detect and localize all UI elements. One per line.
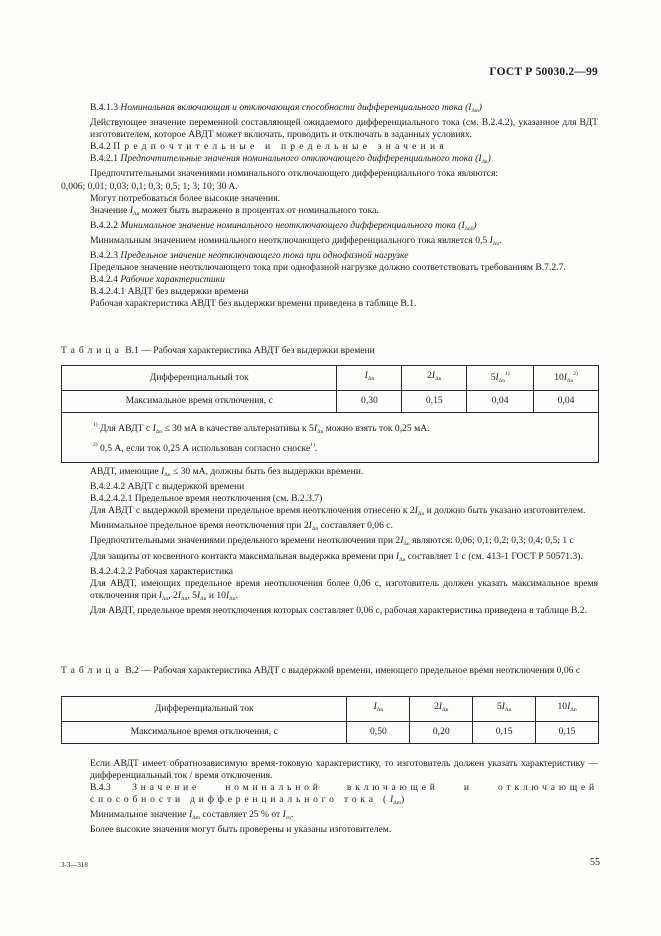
print-code: 3-3—318 <box>61 861 88 869</box>
table-header-cell: $5I_{\Delta n}^{1)}$ <box>467 366 534 391</box>
heading-b4241: B.4.2.4.1 АВДТ без выдержки времени <box>90 286 249 298</box>
table-cell: 0,20 <box>410 722 473 744</box>
table-header-row <box>62 697 599 722</box>
paragraph: Предпочтительными значениями номинального отключающего дифференциального тока являются: <box>90 168 499 180</box>
paragraph: Предельное значение неотключающего тока при однофазной нагрузке должно соответствовать требованиям B.7.2.7. <box>90 262 566 274</box>
heading-b413-title: Номинальная включающая и отключающая способности дифференциального тока $(I_{\Delta m})$ <box>120 102 482 114</box>
paragraph: Для АВДТ, имеющих предельное время неотключения более 0,06 с, изготовитель должен указать максимальное время отключения при $I_{\Delta n}$, $2I_{\Delta n}$, $5I_{\Delta n}$ и $10I_{\Delta n}$. <box>90 577 598 602</box>
paragraph: Значение $I_{\Delta n}$ может быть выражено в процентах от номинального тока. <box>90 204 379 217</box>
table-footnotes <box>62 413 599 463</box>
paragraph: Рабочая характеристика АВДТ без выдержки времени приведена в таблице B.1. <box>90 298 417 310</box>
paragraph: Могут потребоваться более высокие значения. <box>90 192 281 204</box>
paragraph: Для АВДТ, предельное время неотключения которых составляет 0,06 с, рабочая характеристика приведена в таблице B.2. <box>90 604 587 616</box>
document-title: ГОСТ Р 50030.2—99 <box>489 66 598 78</box>
table-header-label: Дифференциальный ток <box>62 697 347 722</box>
paragraph: Минимальное предельное время неотключения при $2I_{\Delta n}$ составляет 0,06 с. <box>90 520 393 533</box>
table-header-cell: $5I_{\Delta n}$ <box>473 697 536 722</box>
table-header-cell: $2I_{\Delta n}$ <box>410 697 473 722</box>
page-number: 55 <box>590 857 600 868</box>
table-row-label: Максимальное время отключения, с <box>62 722 347 744</box>
paragraph: Для защиты от косвенного контакта максимальная выдержка времени при $I_{\Delta n}$ составляет 1 с (см. 413-1 ГОСТ Р 50571.3). <box>90 550 583 563</box>
paragraph: Действующее значение переменной составляющей ожидаемого дифференциального тока (см. B.2.4.2), указанное для ВДТ изготовителем, которое АВДТ может включать, проводить и отключать в заданных условиях. <box>90 117 598 141</box>
heading-b413: B.4.1.3 Номинальная включающая и отключающая способности дифференциального тока $(I_{\Delta m})$ <box>90 102 482 114</box>
heading-b4242: B.4.2.4.2 АВДТ с выдержкой времени <box>90 481 245 493</box>
paragraph: Для АВДТ с выдержкой времени предельное время неотключения отнесено к $2I_{\Delta n}$ и должно быть указано изготовителем. <box>90 505 586 518</box>
heading-b423: B.4.2.3 Предельное значение неотключающего тока при однофазной нагрузке <box>90 250 409 262</box>
paragraph: АВДТ, имеющие $I_{\Delta n} \le 30$ мА, должны быть без выдержки времени. <box>90 466 364 478</box>
section-b43 <box>90 758 598 837</box>
table-cell: 0,15 <box>402 391 467 413</box>
table-cell: 0,15 <box>536 722 599 744</box>
footnote-1: $^{1)}$ Для АВДТ с $I_{\Delta n} \le 30$ мА в качестве альтернативы к $5I_{\Delta n}$ можно взять ток 0,25 мА. <box>93 422 430 435</box>
paragraph: Минимальным значением номинального неотключающего дифференциального тока является 0,5 $I_{\Delta n}$. <box>90 234 502 247</box>
paragraph: Предпочтительными значениями предельного времени неотключения при $2I_{\Delta n}$ являются: 0,06; 0,1; 0,2; 0,3; 0,4; 0,5; 1 с <box>90 535 574 548</box>
table-header-cell: $I_{\Delta n}$ <box>337 366 402 391</box>
table-header-cell: $I_{\Delta n}$ <box>347 697 410 722</box>
heading-b42422: B.4.2.4.2.2 Рабочая характеристика <box>90 565 233 577</box>
table-row <box>62 722 599 744</box>
table-row-label: Максимальное время отключения, с <box>62 391 337 413</box>
heading-b42421: B.4.2.4.2.1 Предельное время неотключения (см. B.2.3.7) <box>90 493 323 505</box>
heading-b42: B.4.2 Предпочтительные и предельные значения <box>90 141 448 153</box>
paragraph: Более высокие значения могут быть проверены и указаны изготовителем. <box>90 824 392 836</box>
section-b4242 <box>90 466 598 617</box>
heading-b422: B.4.2.2 Минимальное значение номинального неотключающего дифференциального тока $(I_{\Delta n0})$ <box>90 219 477 232</box>
table-header-cell: $2I_{\Delta n}$ <box>402 366 467 391</box>
footnote-2: $^{2)}$ 0,5 А, если ток 0,25 А использован согласно сноске$^{1)}$. <box>93 442 318 454</box>
section-b41-b42 <box>61 102 598 311</box>
table-cell: 0,30 <box>337 391 402 413</box>
table-b1 <box>61 365 599 463</box>
table-header-row <box>62 366 599 391</box>
table-header-label: Дифференциальный ток <box>62 366 337 391</box>
table-cell: 0,50 <box>347 722 410 744</box>
table-b2 <box>61 696 599 744</box>
table-header-cell: $10I_{\Delta n}^{2)}$ <box>534 366 599 391</box>
table-cell: 0,15 <box>473 722 536 744</box>
heading-b424: B.4.2.4 Рабочие характеристики <box>90 274 225 286</box>
paragraph: Минимальное значение $I_{\Delta m}$ составляет 25 % от $I_{cn}$. <box>90 809 294 822</box>
table-b1-caption: Таблица B.1 — Рабочая характеристика АВДТ без выдержки времени <box>61 345 375 356</box>
table-b2-caption: Таблица B.2 — Рабочая характеристика АВДТ с выдержкой времени, имеющего предельное время неотключения 0,06 с <box>61 665 581 676</box>
table-row <box>62 391 599 413</box>
table-cell: 0,04 <box>467 391 534 413</box>
heading-b421: B.4.2.1 Предпочтительные значения номинального отключающего дифференциального тока $(I_{\Delta n})$ <box>90 153 491 166</box>
paragraph: Если АВДТ имеет обратнозависимую время-токовую характеристику, то изготовитель должен указать характеристику — дифференциальный ток / время отключения. <box>90 758 598 782</box>
table-header-cell: $10I_{\Delta n}$ <box>536 697 599 722</box>
paragraph-values: 0,006; 0,01; 0,03; 0,1; 0,3; 0,5; 1; 3; 10; 30 A. <box>61 180 238 192</box>
table-cell: 0,04 <box>534 391 599 413</box>
table-footnotes-row <box>62 413 599 463</box>
heading-b43: B.4.3 Значение номинальной включающей и отключающей способности дифференциального тока $(I_{\Delta m})$ <box>90 782 598 807</box>
